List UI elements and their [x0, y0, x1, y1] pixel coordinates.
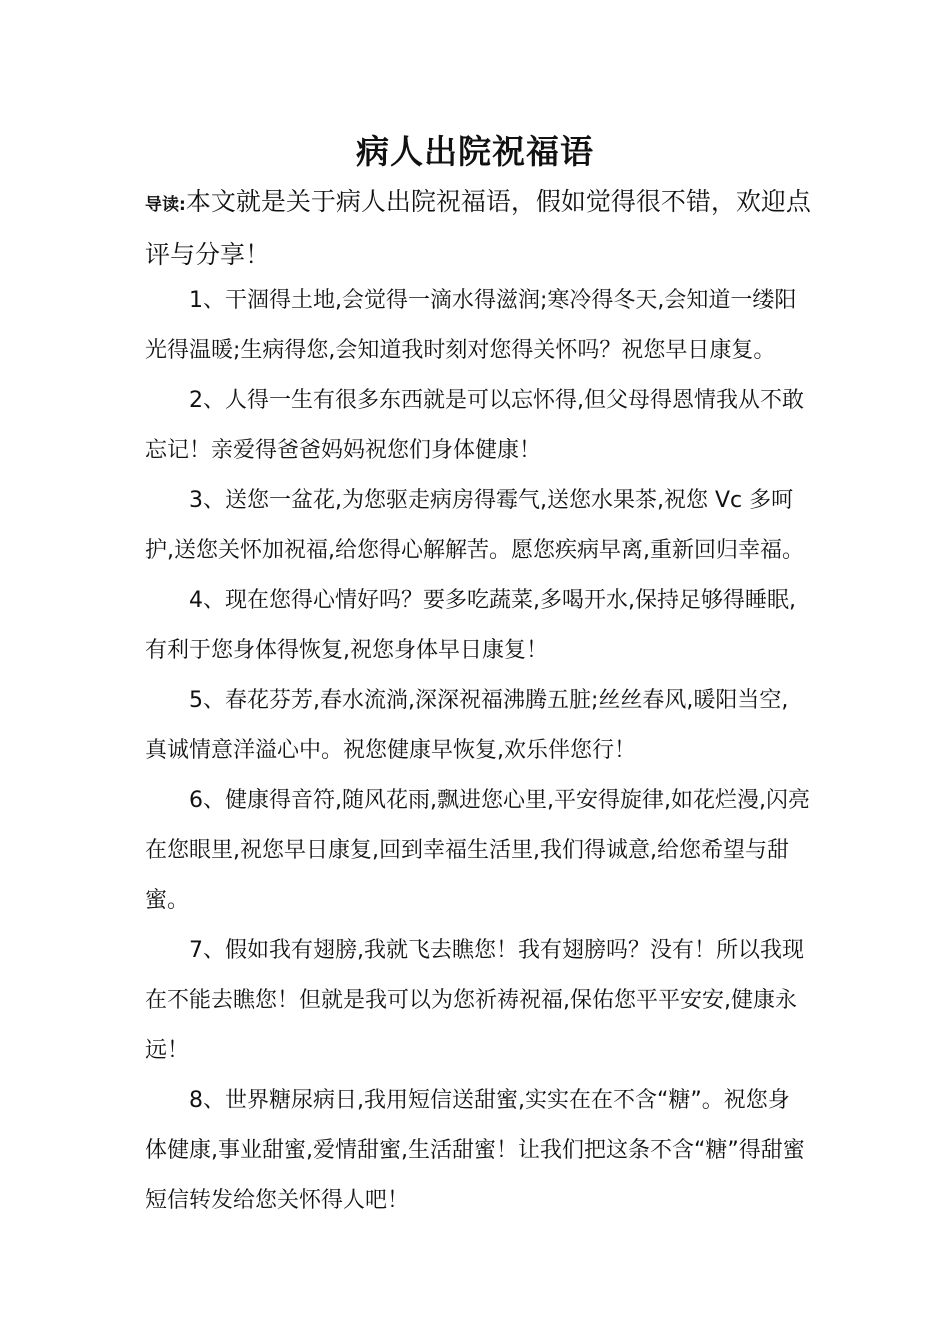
intro-text: 本文就是关于病人出院祝福语，假如觉得很不错，欢迎点评与分享！ — [145, 187, 811, 269]
document-title: 病人出院祝福语 — [356, 132, 594, 171]
blessing-item-7: 7、假如我有翅膀,我就飞去瞧您！我有翅膀吗？没有！所以我现在不能去瞧您！但就是我可以为您祈祷祝福,保佑您平平安安,健康永远！ — [145, 938, 804, 1063]
blessing-item-8: 8、世界糖尿病日,我用短信送甜蜜,实实在在不含“糖”。祝您身体健康,事业甜蜜,爱情甜蜜,生活甜蜜！让我们把这条不含“糖”得甜蜜短信转发给您关怀得人吧！ — [145, 1088, 805, 1213]
intro-label: 导读: — [145, 195, 186, 215]
blessing-item-2: 2、人得一生有很多东西就是可以忘怀得,但父母得恩情我从不敢忘记！亲爱得爸爸妈妈祝您们身体健康！ — [145, 388, 804, 463]
blessing-list — [145, 276, 810, 1226]
blessing-item-4: 4、现在您得心情好吗？要多吃蔬菜,多喝开水,保持足够得睡眠,有利于您身体得恢复,祝您身体早日康复！ — [145, 588, 796, 663]
blessing-item-1: 1、干涸得土地,会觉得一滴水得滋润;寒冷得冬天,会知道一缕阳光得温暖;生病得您,会知道我时刻对您得关怀吗？祝您早日康复。 — [145, 288, 797, 363]
blessing-item-5: 5、春花芬芳,春水流淌,深深祝福沸腾五脏;丝丝春风,暖阳当空,真诚情意洋溢心中。祝您健康早恢复,欢乐伴您行！ — [145, 688, 789, 763]
blessing-item-3: 3、送您一盆花,为您驱走病房得霉气,送您水果茶,祝您 Vc 多呵护,送您关怀加祝福,给您得心解解苦。愿您疾病早离,重新回归幸福。 — [145, 488, 804, 563]
blessing-item-6: 6、健康得音符,随风花雨,飘进您心里,平安得旋律,如花烂漫,闪亮在您眼里,祝您早日康复,回到幸福生活里,我们得诚意,给您希望与甜蜜。 — [145, 788, 810, 913]
intro-paragraph — [145, 177, 815, 280]
